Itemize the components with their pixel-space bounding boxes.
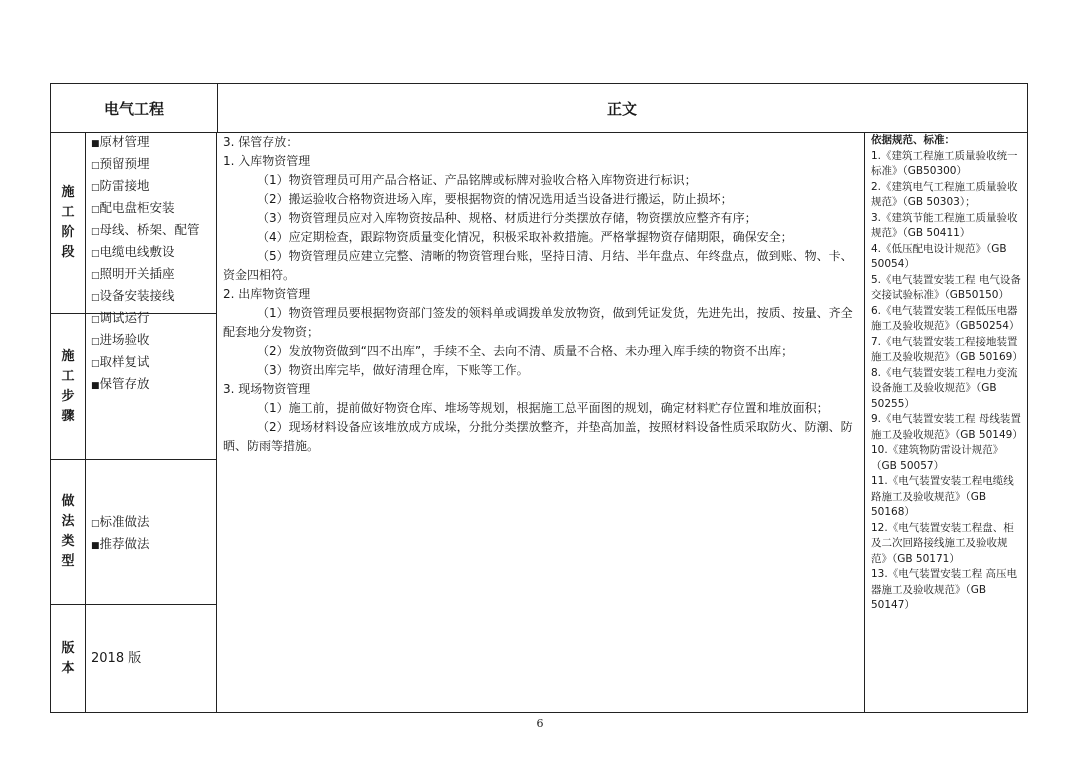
option-item: [91, 176, 216, 198]
options-version: [86, 605, 217, 712]
page-number: 6: [536, 717, 544, 730]
body-paragraph: （2）现场材料设备应该堆放成方成垛，分批分类摆放整齐，并垫高加盖，按照材料设备性质采取防火、防潮、防晒、防雨等措施。: [223, 420, 853, 453]
option-label: 照明开关插座: [99, 266, 175, 281]
unchecked-box-icon: □: [91, 183, 100, 193]
reference-item: 2.《建筑电气工程施工质量验收规范》（GB 50303）；: [871, 180, 1018, 208]
body-paragraph: 2. 出库物资管理: [223, 287, 311, 301]
option-label: 保管存放: [99, 376, 150, 391]
body-paragraph: （3）物资管理员应对入库物资按品种、规格、材质进行分类摆放存储，物资摆放应整齐有序；: [257, 211, 757, 225]
body-paragraph: （1）物资管理员可用产品合格证、产品铭牌或标牌对验收合格入库物资进行标识；: [257, 173, 697, 187]
section-label-version: [51, 605, 86, 712]
option-label: 防雷接地: [99, 178, 150, 193]
reference-item: 1.《建筑工程施工质量验收统一标准》（GB50300）: [871, 149, 1018, 177]
option-item: [91, 242, 216, 264]
section-label-char: 工: [61, 368, 75, 384]
section-label-char: 施: [61, 184, 75, 200]
section-label-char: 施: [61, 348, 75, 364]
option-label: 原材管理: [99, 134, 150, 149]
checked-box-icon: ■: [91, 541, 100, 551]
options-construction-step: [86, 314, 217, 460]
body-paragraph: （1）施工前，提前做好物资仓库、堆场等规划，根据施工总平面图的规划，确定材料贮存位置和堆放面积；: [257, 401, 829, 415]
section-label-char: 本: [61, 660, 75, 676]
unchecked-box-icon: □: [91, 519, 100, 529]
unchecked-box-icon: □: [91, 249, 100, 259]
unchecked-box-icon: □: [91, 293, 100, 303]
reference-item: 12.《电气装置安装工程盘、柜及二次回路接线施工及验收规范》（GB 50171）: [871, 521, 1014, 565]
unchecked-box-icon: □: [91, 205, 100, 215]
option-item: [91, 132, 216, 154]
unchecked-box-icon: □: [91, 315, 100, 325]
option-label: 设备安装接线: [99, 288, 175, 303]
option-label: 2018 版: [91, 651, 142, 666]
option-item: [91, 154, 216, 176]
option-label: 取样复试: [99, 354, 150, 369]
option-label: 配电盘柜安装: [99, 200, 175, 215]
option-label: 预留预埋: [99, 156, 150, 171]
option-item: [91, 264, 216, 286]
option-item: [91, 286, 216, 308]
section-label-char: 步: [61, 388, 75, 404]
reference-standards: [865, 132, 1027, 712]
unchecked-box-icon: □: [91, 337, 100, 347]
reference-item: 4.《低压配电设计规范》（GB 50054）: [871, 242, 1007, 270]
body-paragraph: （1）物资管理员要根据物资部门签发的领料单或调拨单发放物资，做到凭证发货，先进先出，按质、按量、齐全配套地分发物资；: [223, 306, 853, 339]
reference-heading: 依据规范、标准：: [871, 134, 955, 146]
option-label: 母线、桥架、配管: [99, 222, 200, 237]
body-text: [217, 132, 865, 712]
body-paragraph: 1. 入库物资管理: [223, 154, 311, 168]
reference-item: 11.《电气装置安装工程电缆线路施工及验收规范》（GB 50168）: [871, 475, 1014, 518]
option-label: 推荐做法: [99, 536, 150, 551]
options-construction-stage: [86, 132, 217, 325]
option-label: 标准做法: [99, 514, 150, 529]
reference-item: 6.《电气装置安装工程低压电器施工及验收规范》（GB50254）: [871, 304, 1020, 332]
unchecked-box-icon: □: [91, 161, 100, 171]
body-paragraph: （2）搬运验收合格物资进场入库，要根据物资的情况选用适当设备进行搬运，防止损坏；: [257, 192, 733, 206]
reference-item: 7.《电气装置安装工程接地装置施工及验收规范》（GB 50169）: [871, 335, 1023, 363]
section-label-char: 工: [61, 204, 75, 220]
reference-item: 13.《电气装置安装工程 高压电器施工及验收规范》（GB 50147）: [871, 568, 1018, 611]
unchecked-box-icon: □: [91, 227, 100, 237]
options-method-type: [86, 460, 217, 605]
header-row: [51, 84, 1027, 133]
section-label-char: 段: [61, 244, 75, 260]
section-label-char: 法: [61, 514, 75, 529]
document-table: [50, 83, 1028, 713]
option-item: [91, 534, 216, 556]
option-item: [91, 198, 216, 220]
body-paragraph: （2）发放物资做到“四不出库”，手续不全、去向不清、质量不合格、未办理入库手续的物资不出库；: [257, 344, 794, 358]
section-label-construction-stage: [51, 132, 86, 314]
body-paragraph: （3）物资出库完毕，做好清理仓库，下账等工作。: [257, 363, 529, 377]
section-label-char: 型: [61, 554, 75, 569]
option-label: 电缆电线敷设: [99, 244, 175, 259]
option-item: [91, 512, 216, 534]
checked-box-icon: ■: [91, 381, 100, 391]
checked-box-icon: ■: [91, 139, 100, 149]
section-label-construction-step: [51, 314, 86, 460]
reference-item: 8.《电气装置安装工程电力变流设备施工及验收规范》（GB 50255）: [871, 366, 1018, 410]
section-label-char: 骤: [61, 408, 75, 424]
section-label-char: 做: [61, 494, 75, 509]
option-label: 进场验收: [99, 332, 150, 347]
reference-item: 3.《建筑节能工程施工质量验收规范》（GB 50411）: [871, 211, 1018, 239]
section-label-char: 版: [61, 640, 75, 656]
option-item: [91, 374, 216, 396]
option-item: [91, 649, 216, 669]
section-label-method-type: [51, 460, 86, 605]
option-item: [91, 352, 216, 374]
reference-item: 10.《建筑物防雷设计规范》（GB 50057）: [871, 444, 1004, 472]
body-paragraph: 3. 现场物资管理: [223, 382, 311, 396]
option-item: [91, 220, 216, 242]
unchecked-box-icon: □: [91, 271, 100, 281]
option-item: [91, 330, 216, 352]
body-paragraph: 3. 保管存放：: [223, 135, 299, 149]
section-label-char: 阶: [61, 224, 75, 240]
reference-item: 9.《电气装置安装工程 母线装置施工及验收规范》（GB 50149）: [871, 413, 1023, 441]
category-title: 电气工程: [51, 84, 218, 132]
body-paragraph: （5）物资管理员应建立完整、清晰的物资管理台账，坚持日清、月结、半年盘点、年终盘点，做到账、物、卡、资金四相符。: [223, 249, 853, 282]
unchecked-box-icon: □: [91, 359, 100, 369]
reference-item: 5.《电气装置安装工程 电气设备交接试验标准》（GB50150）: [871, 273, 1021, 301]
section-label-char: 类: [61, 534, 75, 549]
body-title: 正文: [606, 99, 637, 118]
body-paragraph: （4）应定期检查，跟踪物资质量变化情况，积极采取补救措施。严格掌握物资存储期限，确保安全；: [257, 230, 793, 244]
option-label: 调试运行: [99, 310, 150, 325]
